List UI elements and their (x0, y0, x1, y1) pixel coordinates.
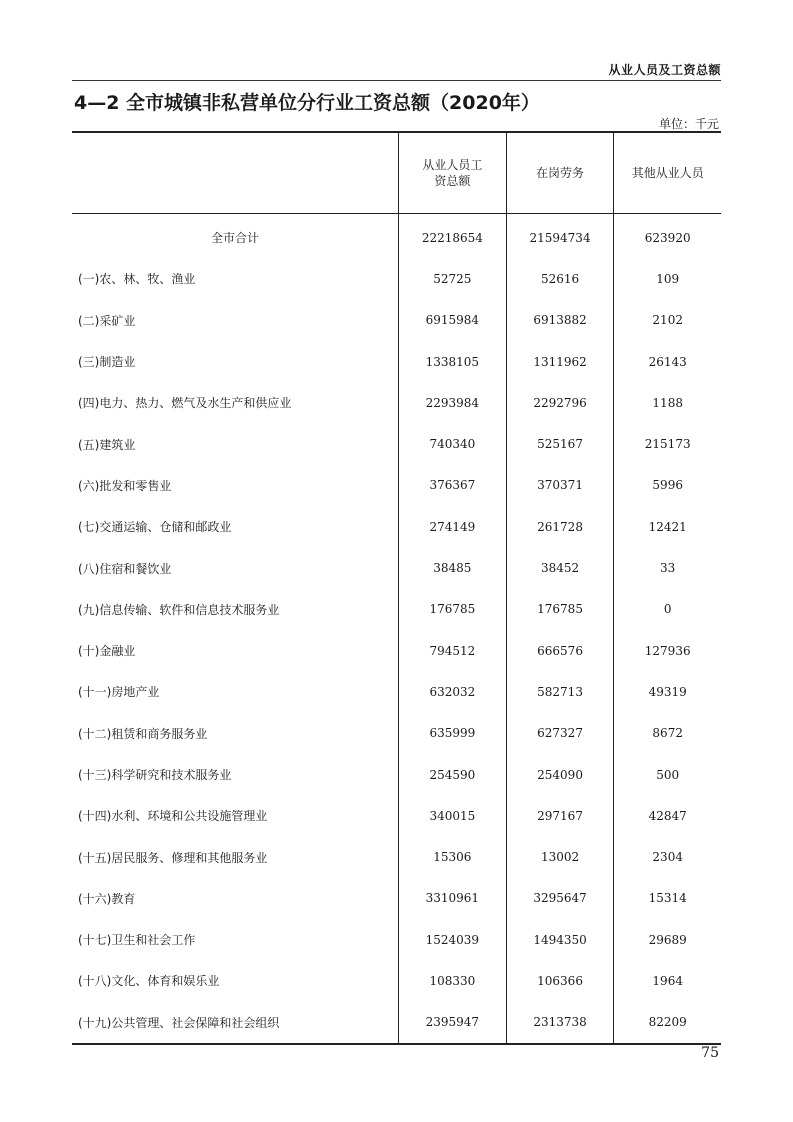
industry-name: (十九)公共管理、社会保障和社会组织 (72, 1002, 399, 1044)
table-row (72, 795, 721, 836)
other-value: 42847 (614, 795, 721, 836)
page-title: 4—2 全市城镇非私营单位分行业工资总额（2020年） (74, 92, 540, 114)
other-value: 1964 (614, 960, 721, 1001)
industry-name: (十六)教育 (78, 891, 136, 906)
other-value: 2304 (614, 836, 721, 877)
total-wages-value: 2293984 (399, 382, 507, 423)
other-value: 0 (614, 589, 721, 630)
header-other: 其他从业人员 (614, 132, 721, 214)
on-post-value: 21594734 (506, 214, 614, 259)
on-post-value: 1311962 (506, 341, 614, 382)
total-wages-value: 740340 (399, 423, 507, 464)
industry-name: (八)住宿和餐饮业 (78, 561, 172, 576)
on-post-value: 13002 (506, 836, 614, 877)
other-value: 109 (614, 258, 721, 299)
table-header-row (72, 132, 721, 214)
other-value: 26143 (614, 341, 721, 382)
on-post-value: 6913882 (506, 300, 614, 341)
total-wages-value: 794512 (399, 630, 507, 671)
industry-name: (六)批发和零售业 (78, 478, 172, 493)
on-post-value: 666576 (506, 630, 614, 671)
table-row (72, 960, 721, 1001)
industry-name: (三)制造业 (78, 355, 136, 370)
other-value: 12421 (614, 506, 721, 547)
table-row (72, 589, 721, 630)
table-row (72, 1002, 721, 1044)
total-wages-value: 38485 (399, 547, 507, 588)
on-post-value: 582713 (506, 671, 614, 712)
on-post-value: 2313738 (506, 1002, 614, 1044)
total-wages-value: 22218654 (399, 214, 507, 259)
other-value: 623920 (614, 214, 721, 259)
other-value: 2102 (614, 300, 721, 341)
table-row (72, 341, 721, 382)
on-post-value: 297167 (506, 795, 614, 836)
total-wages-value: 340015 (399, 795, 507, 836)
table-row (72, 258, 721, 299)
on-post-value: 106366 (506, 960, 614, 1001)
industry-name: (九)信息传输、软件和信息技术服务业 (78, 602, 280, 617)
total-wages-value: 1524039 (399, 919, 507, 960)
running-header: 从业人员及工资总额 (608, 63, 721, 77)
table-row (72, 754, 721, 795)
table-row (72, 836, 721, 877)
total-wages-value: 176785 (399, 589, 507, 630)
header-rule (72, 80, 721, 81)
table-row (72, 671, 721, 712)
table-row (72, 878, 721, 919)
unit-label: 单位：千元 (658, 117, 719, 131)
on-post-value: 1494350 (506, 919, 614, 960)
total-wages-value: 254590 (399, 754, 507, 795)
on-post-value: 52616 (506, 258, 614, 299)
table-row (72, 382, 721, 423)
table-row (72, 630, 721, 671)
page-number: 75 (701, 1045, 719, 1061)
industry-name: 全市合计 (211, 231, 260, 246)
total-wages-value: 376367 (399, 465, 507, 506)
industry-name: (四)电力、热力、燃气及水生产和供应业 (78, 396, 292, 411)
industry-name: (十四)水利、环境和公共设施管理业 (78, 809, 268, 824)
total-wages-value: 108330 (399, 960, 507, 1001)
table-row (72, 919, 721, 960)
on-post-value: 3295647 (506, 878, 614, 919)
industry-name: (一)农、林、牧、渔业 (78, 272, 196, 287)
on-post-value: 176785 (506, 589, 614, 630)
other-value: 29689 (614, 919, 721, 960)
industry-name: (七)交通运输、仓储和邮政业 (78, 520, 232, 535)
industry-name: (十三)科学研究和技术服务业 (78, 768, 232, 782)
other-value: 49319 (614, 671, 721, 712)
industry-name: (十二)租赁和商务服务业 (78, 726, 208, 741)
on-post-value: 525167 (506, 423, 614, 464)
industry-name: (十一)房地产业 (78, 685, 160, 700)
industry-name: (十五)居民服务、修理和其他服务业 (78, 850, 268, 865)
total-wages-value: 3310961 (399, 878, 507, 919)
table-row (72, 547, 721, 588)
total-wages-value: 6915984 (399, 300, 507, 341)
total-wages-value: 632032 (399, 671, 507, 712)
on-post-value: 370371 (506, 465, 614, 506)
header-on-post: 在岗劳务 (506, 132, 614, 214)
industry-name: (十八)文化、体育和娱乐业 (78, 974, 220, 989)
other-value: 15314 (614, 878, 721, 919)
on-post-value: 2292796 (506, 382, 614, 423)
other-value: 33 (614, 547, 721, 588)
other-value: 82209 (614, 1002, 721, 1044)
other-value: 5996 (614, 465, 721, 506)
other-value: 215173 (614, 423, 721, 464)
on-post-value: 261728 (506, 506, 614, 547)
table-body (72, 214, 721, 1044)
industry-name: (十七)卫生和社会工作 (78, 933, 196, 948)
table-row-total (72, 214, 721, 259)
table-row (72, 300, 721, 341)
total-wages-value: 15306 (399, 836, 507, 877)
other-value: 127936 (614, 630, 721, 671)
table-row (72, 506, 721, 547)
header-industry-blank (72, 132, 399, 214)
other-value: 1188 (614, 382, 721, 423)
total-wages-value: 635999 (399, 713, 507, 754)
total-wages-value: 274149 (399, 506, 507, 547)
total-wages-value: 52725 (399, 258, 507, 299)
on-post-value: 38452 (506, 547, 614, 588)
on-post-value: 254090 (506, 754, 614, 795)
table-row (72, 465, 721, 506)
table-row (72, 423, 721, 464)
other-value: 8672 (614, 713, 721, 754)
wage-table (72, 131, 721, 1045)
header-total-wages-label: 从业人员工资总额 (422, 158, 483, 188)
table-row (72, 713, 721, 754)
industry-name: (二)采矿业 (78, 313, 136, 328)
on-post-value: 627327 (506, 713, 614, 754)
industry-name: (五)建筑业 (78, 437, 136, 452)
industry-name: (十)金融业 (78, 644, 136, 659)
total-wages-value: 1338105 (399, 341, 507, 382)
other-value: 500 (614, 754, 721, 795)
header-total-wages (399, 132, 507, 214)
total-wages-value: 2395947 (399, 1002, 507, 1044)
